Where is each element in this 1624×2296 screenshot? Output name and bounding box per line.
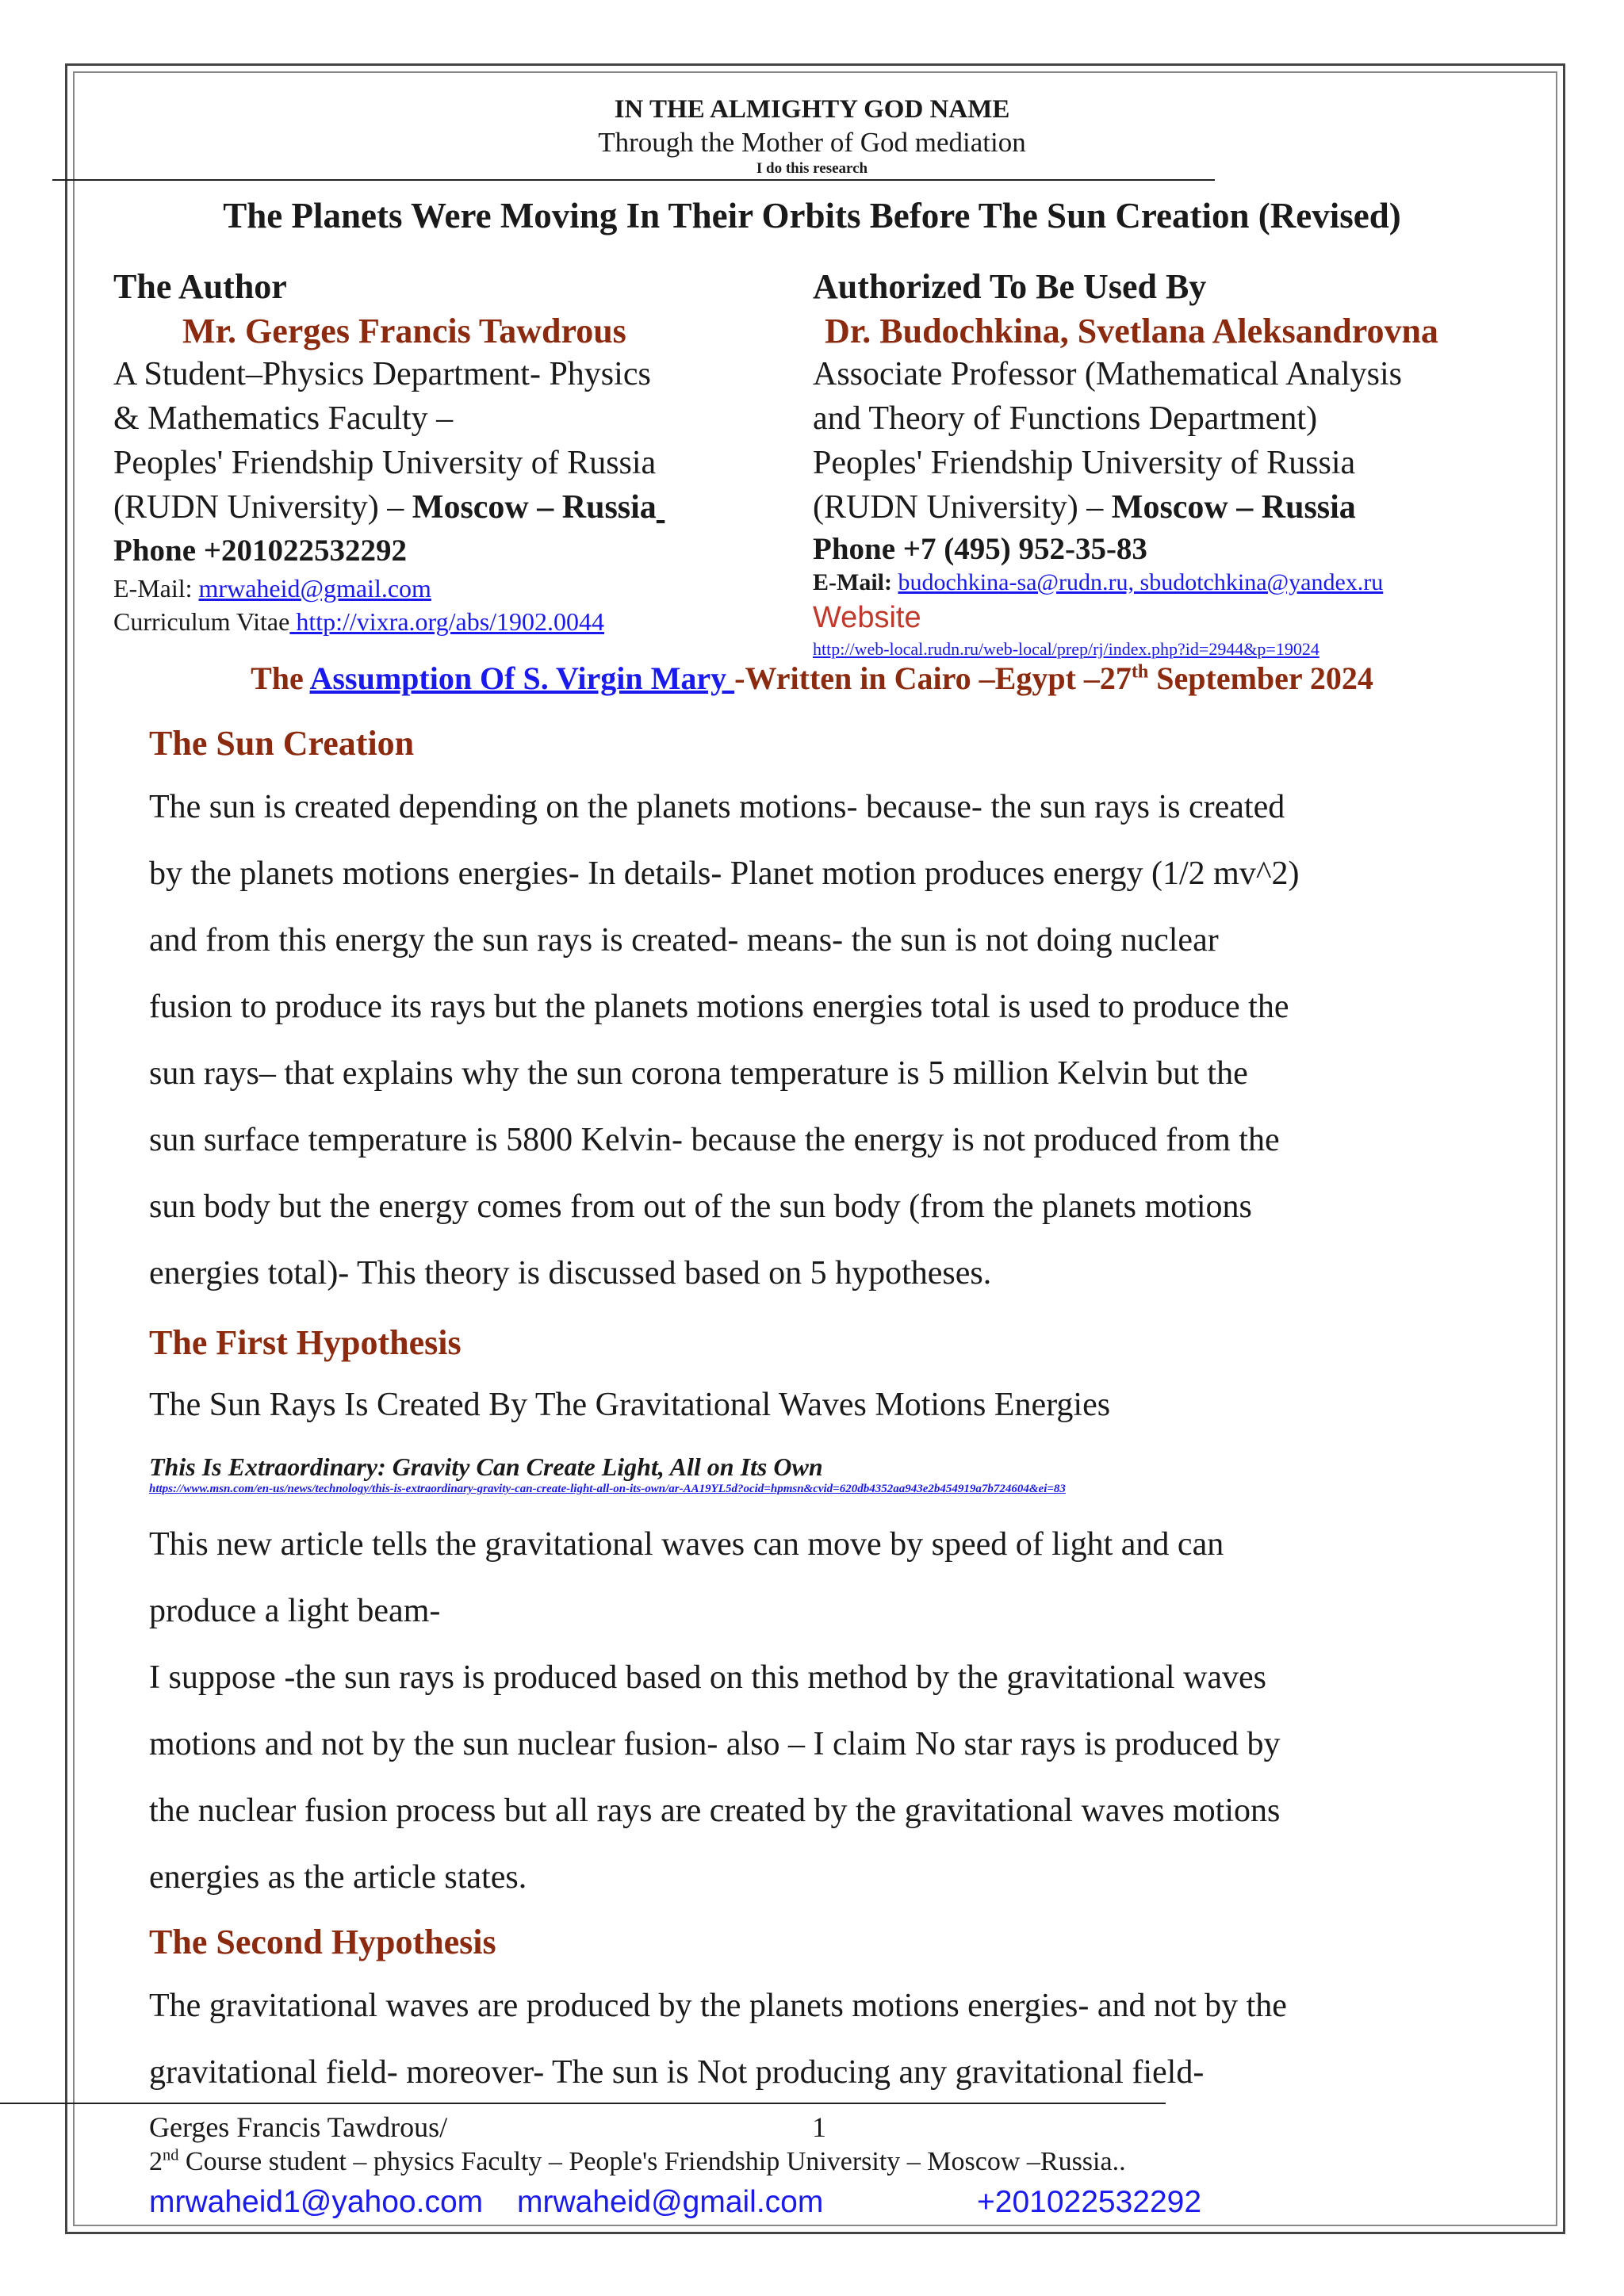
text-line: fusion to produce its rays but the planets motions energies total is used to produce the [149,989,1289,1025]
footer-course [149,2147,1126,2177]
author-cv-line [113,607,604,637]
authorized-email-label: E-Mail: [813,569,898,595]
text-line: and from this energy the sun rays is created- means- the sun is not doing nuclear [149,922,1219,959]
authorized-affiliation-3: Peoples' Friendship University of Russia [813,445,1356,481]
author-location: Moscow – Russia [412,489,657,526]
author-heading: The Author [113,267,287,306]
section-first-hypothesis [149,1322,1513,1437]
section-second-hypothesis [149,1922,1513,2106]
author-email-line [113,574,431,603]
text-line: gravitational field- moreover- The sun is Not producing any gravitational field- [149,2054,1205,2091]
footer-author: Gerges Francis Tawdrous/ [149,2111,448,2143]
section-heading: The First Hypothesis [149,1323,462,1362]
author-name: Mr. Gerges Francis Tawdrous [182,312,626,350]
authorized-name: Dr. Budochkina, Svetlana Aleksandrovna [825,312,1438,350]
section-heading: The Second Hypothesis [149,1923,496,1961]
author-phone: Phone +201022532292 [113,534,407,568]
text-line: The sun is created depending on the planets motions- because- the sun rays is created [149,789,1285,825]
dedication-subheading: Through the Mother of God mediation [598,127,1026,158]
dateline-middle: -Written in Cairo –Egypt –27 [734,660,1132,696]
authorized-location: Moscow – Russia [1111,489,1356,526]
dedication-note: I do this research [756,160,868,177]
author-cv-link[interactable]: http://vixra.org/abs/1902.0044 [289,607,605,636]
authorized-phone: Phone +7 (495) 952-35-83 [813,532,1147,566]
sun-creation-paragraph [149,774,1513,1307]
dedication-heading: IN THE ALMIGHTY GOD NAME [614,95,1010,124]
text-line: by the planets motions energies- In details- Planet motion produces energy (1/2 mv^2) [149,855,1300,892]
article-url[interactable]: https://www.msn.com/en-us/news/technology/this-is-extraordinary-gravity-can-create-light-all-on-its-own/ar-AA19YL5d?ocid=hpmsn&cvid=620db4352aa943e2b454919a7b724604&ei=83 [149,1483,1066,1495]
text-line: sun body but the energy comes from out of the sun body (from the planets motions [149,1188,1252,1225]
text-line: energies as the article states. [149,1859,527,1896]
author-email-link[interactable]: mrwaheid@gmail.com [198,574,431,603]
footer-email-1[interactable]: mrwaheid1@yahoo.com [149,2185,484,2219]
authorized-affiliation-2: and Theory of Functions Department) [813,400,1318,437]
author-cv-label: Curriculum Vitae [113,607,290,636]
footer-rule [0,2103,1166,2104]
text-line: produce a light beam- [149,1593,441,1629]
text-line: sun rays– that explains why the sun corona temperature is 5 million Kelvin but the [149,1055,1248,1092]
footer-course-num: 2 [149,2147,163,2176]
article-title: This Is Extraordinary: Gravity Can Create Light, All on Its Own [149,1452,823,1481]
assumption-link[interactable]: Assumption Of S. Virgin Mary [309,660,735,696]
authorized-affiliation-4 [813,488,1356,526]
dateline-suffix: September 2024 [1148,660,1373,696]
header-rule [52,179,1215,181]
authorized-email-link[interactable]: budochkina-sa@rudn.ru, sbudotchkina@yandex.ru [898,569,1384,595]
text-line: motions and not by the sun nuclear fusion- also – I claim No star rays is produced by [149,1726,1281,1762]
footer-phone: +201022532292 [977,2185,1202,2219]
authorized-email-line [813,569,1383,596]
second-hypothesis-paragraph [149,1973,1513,2106]
first-hypothesis-subtitle: The Sun Rays Is Created By The Gravitational Waves Motions Energies [149,1387,1111,1423]
text-line: the nuclear fusion process but all rays are created by the gravitational waves motions [149,1793,1281,1829]
section-sun-creation [149,723,1513,1307]
author-affiliation-3: Peoples' Friendship University of Russia [113,445,657,481]
authorized-affiliation-4-prefix: (RUDN University) – [813,489,1112,526]
authorized-website-label: Website [813,601,921,634]
text-line: sun surface temperature is 5800 Kelvin- because the energy is not produced from the [149,1122,1280,1158]
text-line: This new article tells the gravitational waves can move by speed of light and can [149,1526,1224,1563]
footer-email-2[interactable]: mrwaheid@gmail.com [517,2185,824,2219]
footer-course-rest: Course student – physics Faculty – People's Friendship University – Moscow –Russia.. [178,2147,1126,2176]
paper-title: The Planets Were Moving In Their Orbits Before The Sun Creation (Revised) [223,196,1401,235]
first-hypothesis-paragraph [149,1511,1513,1911]
author-affiliation-1: A Student–Physics Department- Physics [113,356,651,392]
dateline [0,660,1624,697]
text-line: I suppose -the sun rays is produced based on this method by the gravitational waves [149,1659,1267,1696]
text-line: energies total)- This theory is discussed based on 5 hypotheses. [149,1255,992,1292]
page-number: 1 [812,2111,826,2143]
text-line: The gravitational waves are produced by the planets motions energies- and not by the [149,1988,1287,2024]
dateline-prefix: The [251,660,310,696]
author-affiliation-4-prefix: (RUDN University) – [113,489,412,526]
dateline-sup: th [1131,661,1149,683]
author-email-label: E-Mail: [113,574,199,603]
footer-course-sup: nd [163,2146,179,2164]
section-heading: The Sun Creation [149,724,415,763]
author-affiliation-2: & Mathematics Faculty – [113,400,454,437]
authorized-website-link[interactable]: http://web-local.rudn.ru/web-local/prep/rj/index.php?id=2944&p=19024 [813,639,1320,659]
author-affiliation-4 [113,488,665,526]
authorized-heading: Authorized To Be Used By [813,267,1207,306]
authorized-affiliation-1: Associate Professor (Mathematical Analysis [813,356,1402,392]
